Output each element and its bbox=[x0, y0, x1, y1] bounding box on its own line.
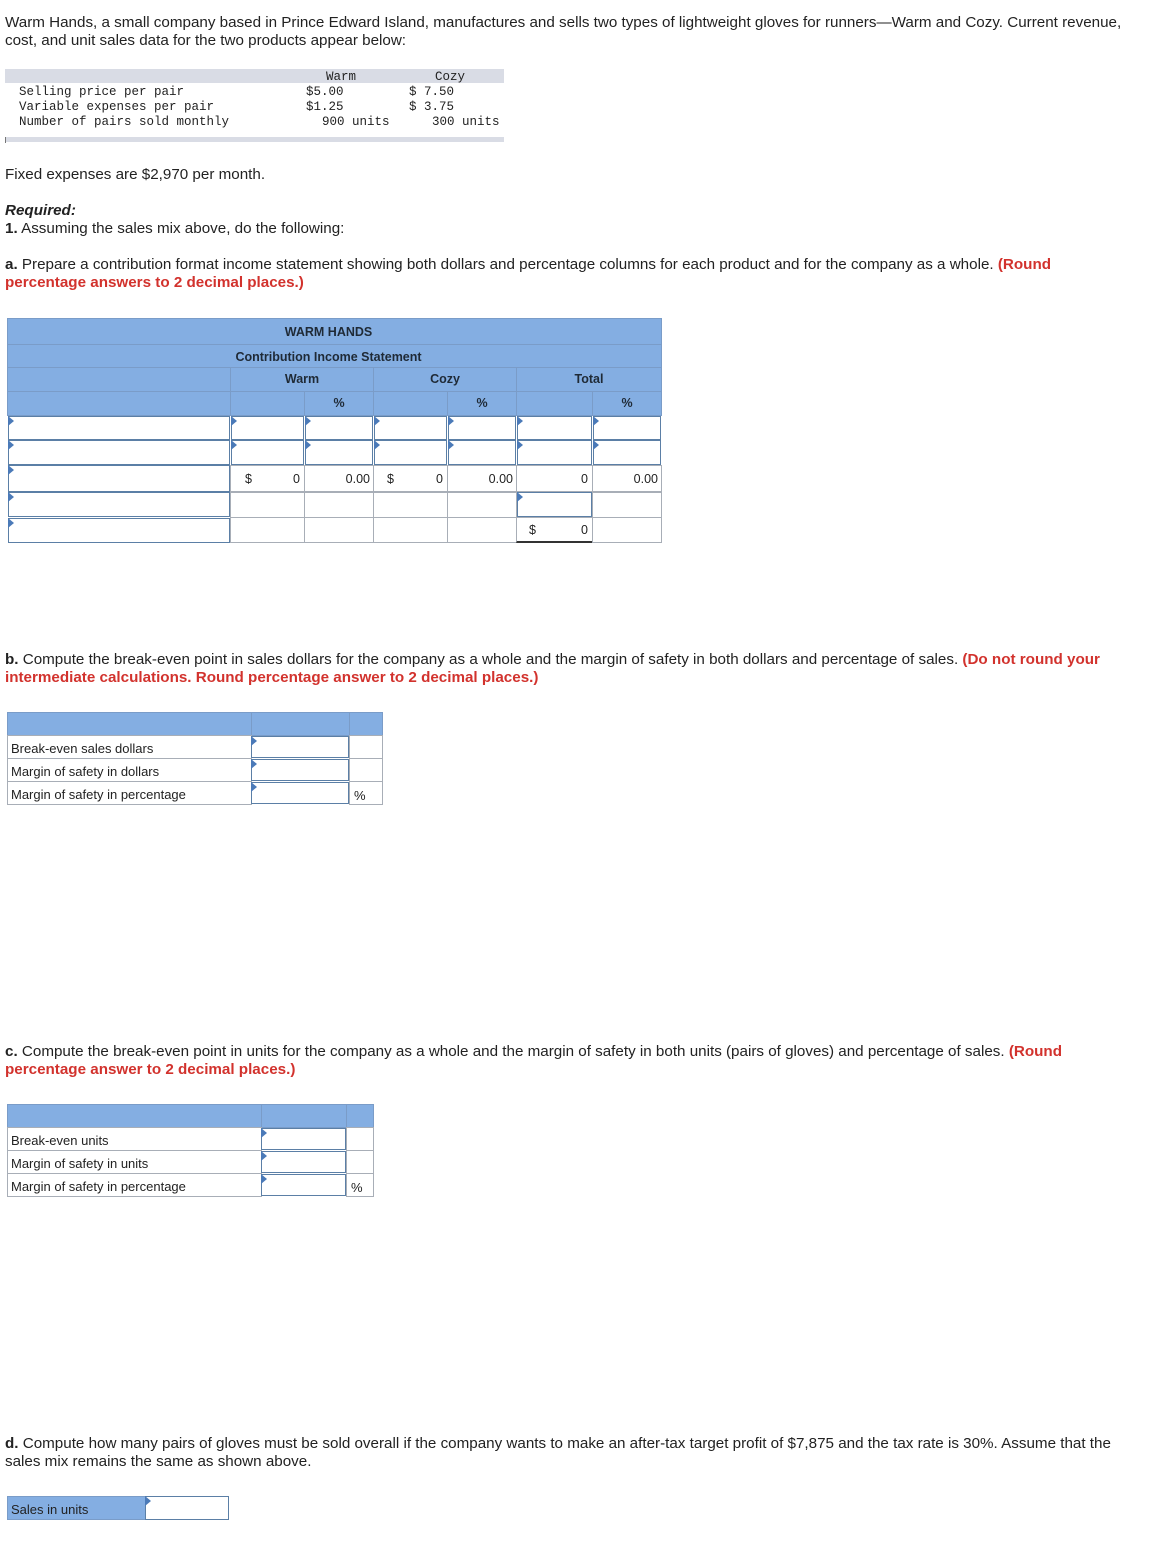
margin-safety-dollars-input[interactable] bbox=[251, 759, 349, 781]
col-total-header: Total bbox=[516, 367, 662, 392]
part-c-instructions: c. Compute the break-even point in units for the company as a whole and the margin of safety in both units (pairs of gloves) and percentage of sales. (Round percentage answer to 2 decimal places.) bbox=[5, 1043, 1062, 1078]
margin-safety-units-input[interactable] bbox=[261, 1151, 346, 1173]
row-2-warm-input[interactable] bbox=[231, 440, 304, 465]
statement-title: Contribution Income Statement bbox=[7, 344, 662, 368]
margin-safety-units-label: Margin of safety in units bbox=[7, 1150, 262, 1174]
col-warm-header: Warm bbox=[230, 367, 374, 392]
break-even-sales-label: Break-even sales dollars bbox=[7, 735, 252, 759]
row-value-warm: $5.00 bbox=[306, 85, 344, 99]
row-1-total-input[interactable] bbox=[517, 416, 592, 440]
row-3-warm-cell: $ 0 bbox=[230, 465, 305, 492]
row-3-warm-pct-cell: 0.00 bbox=[304, 465, 374, 492]
sales-in-units-input[interactable] bbox=[145, 1496, 229, 1520]
fixed-expenses-text: Fixed expenses are $2,970 per month. bbox=[5, 166, 266, 183]
row-value-cozy: $ 7.50 bbox=[409, 85, 455, 99]
row-4-total-input[interactable] bbox=[517, 492, 592, 517]
percent-sign: % bbox=[354, 788, 366, 803]
row-1-total-pct-input[interactable] bbox=[593, 416, 661, 440]
row-1-warm-pct-input[interactable] bbox=[305, 416, 373, 440]
margin-safety-pct-input[interactable] bbox=[261, 1174, 346, 1196]
sales-in-units-label: Sales in units bbox=[7, 1496, 146, 1520]
requirement-1: 1. Assuming the sales mix above, do the following: bbox=[5, 220, 345, 237]
row-3-total-pct-cell: 0.00 bbox=[592, 465, 662, 492]
pct-header: % bbox=[447, 391, 517, 416]
row-3-label-input[interactable] bbox=[8, 465, 230, 492]
part-b-instructions: b. Compute the break-even point in sales dollars for the company as a whole and the margin of safety in both dollars and percentage of sales. (Do not round your intermediate calculations. Round percentage answer to 2 decimal places.) bbox=[5, 651, 1100, 686]
row-2-cozy-input[interactable] bbox=[374, 440, 447, 465]
margin-safety-percent-input[interactable] bbox=[251, 782, 349, 804]
row-label: Number of pairs sold monthly bbox=[19, 115, 230, 129]
margin-safety-dollars-label: Margin of safety in dollars bbox=[7, 758, 252, 782]
part-d-instructions: d. Compute how many pairs of gloves must be sold overall if the company wants to make an after-tax target profit of $7,875 and the tax rate is 30%. Assume that the sales mix remains the same as shown above. bbox=[5, 1435, 1111, 1470]
col-cozy-header: Cozy bbox=[373, 367, 517, 392]
margin-safety-pct-label: Margin of safety in percentage bbox=[7, 1173, 262, 1197]
break-even-sales-input[interactable] bbox=[251, 736, 349, 758]
row-3-cozy-cell: $ 0 bbox=[373, 465, 448, 492]
pct-header: % bbox=[592, 391, 662, 416]
row-1-label-input[interactable] bbox=[8, 416, 230, 440]
row-value-warm: $1.25 bbox=[306, 100, 344, 114]
row-1-warm-input[interactable] bbox=[231, 416, 304, 440]
row-3-total-cell: 0 bbox=[516, 465, 593, 492]
row-3-cozy-pct-cell: 0.00 bbox=[447, 465, 517, 492]
percent-sign: % bbox=[351, 1180, 363, 1195]
row-2-total-input[interactable] bbox=[517, 440, 592, 465]
margin-safety-percent-label: Margin of safety in percentage bbox=[7, 781, 252, 805]
pct-header: % bbox=[304, 391, 374, 416]
row-2-label-input[interactable] bbox=[8, 440, 230, 465]
part-a-instructions: a. Prepare a contribution format income statement showing both dollars and percentage columns for each product and for the company as a whole. (Round percentage answers to 2 decimal places.) bbox=[5, 256, 1051, 291]
company-header: WARM HANDS bbox=[7, 318, 662, 345]
row-1-cozy-input[interactable] bbox=[374, 416, 447, 440]
row-2-total-pct-input[interactable] bbox=[593, 440, 661, 465]
break-even-units-label: Break-even units bbox=[7, 1127, 262, 1151]
break-even-units-input[interactable] bbox=[261, 1128, 346, 1150]
row-5-label-input[interactable] bbox=[8, 518, 230, 543]
row-2-cozy-pct-input[interactable] bbox=[448, 440, 516, 465]
product-data-table bbox=[5, 69, 504, 143]
intro-text: Warm Hands, a small company based in Prince Edward Island, manufactures and sells two types of lightweight gloves for runners—Warm and Cozy. Current revenue, cost, and unit sales data for the two products appear below: bbox=[5, 14, 1122, 49]
row-label: Variable expenses per pair bbox=[19, 100, 215, 114]
row-value-cozy: 300 units bbox=[432, 115, 500, 129]
row-value-cozy: $ 3.75 bbox=[409, 100, 455, 114]
row-1-cozy-pct-input[interactable] bbox=[448, 416, 516, 440]
row-value-warm: 900 units bbox=[322, 115, 390, 129]
row-2-warm-pct-input[interactable] bbox=[305, 440, 373, 465]
required-heading: Required: bbox=[5, 202, 76, 219]
row-label: Selling price per pair bbox=[19, 85, 185, 99]
row-5-total-cell: $ 0 bbox=[516, 517, 593, 543]
col-header-cozy: Cozy bbox=[435, 70, 466, 84]
row-4-label-input[interactable] bbox=[8, 492, 230, 517]
col-header-warm: Warm bbox=[326, 70, 357, 84]
